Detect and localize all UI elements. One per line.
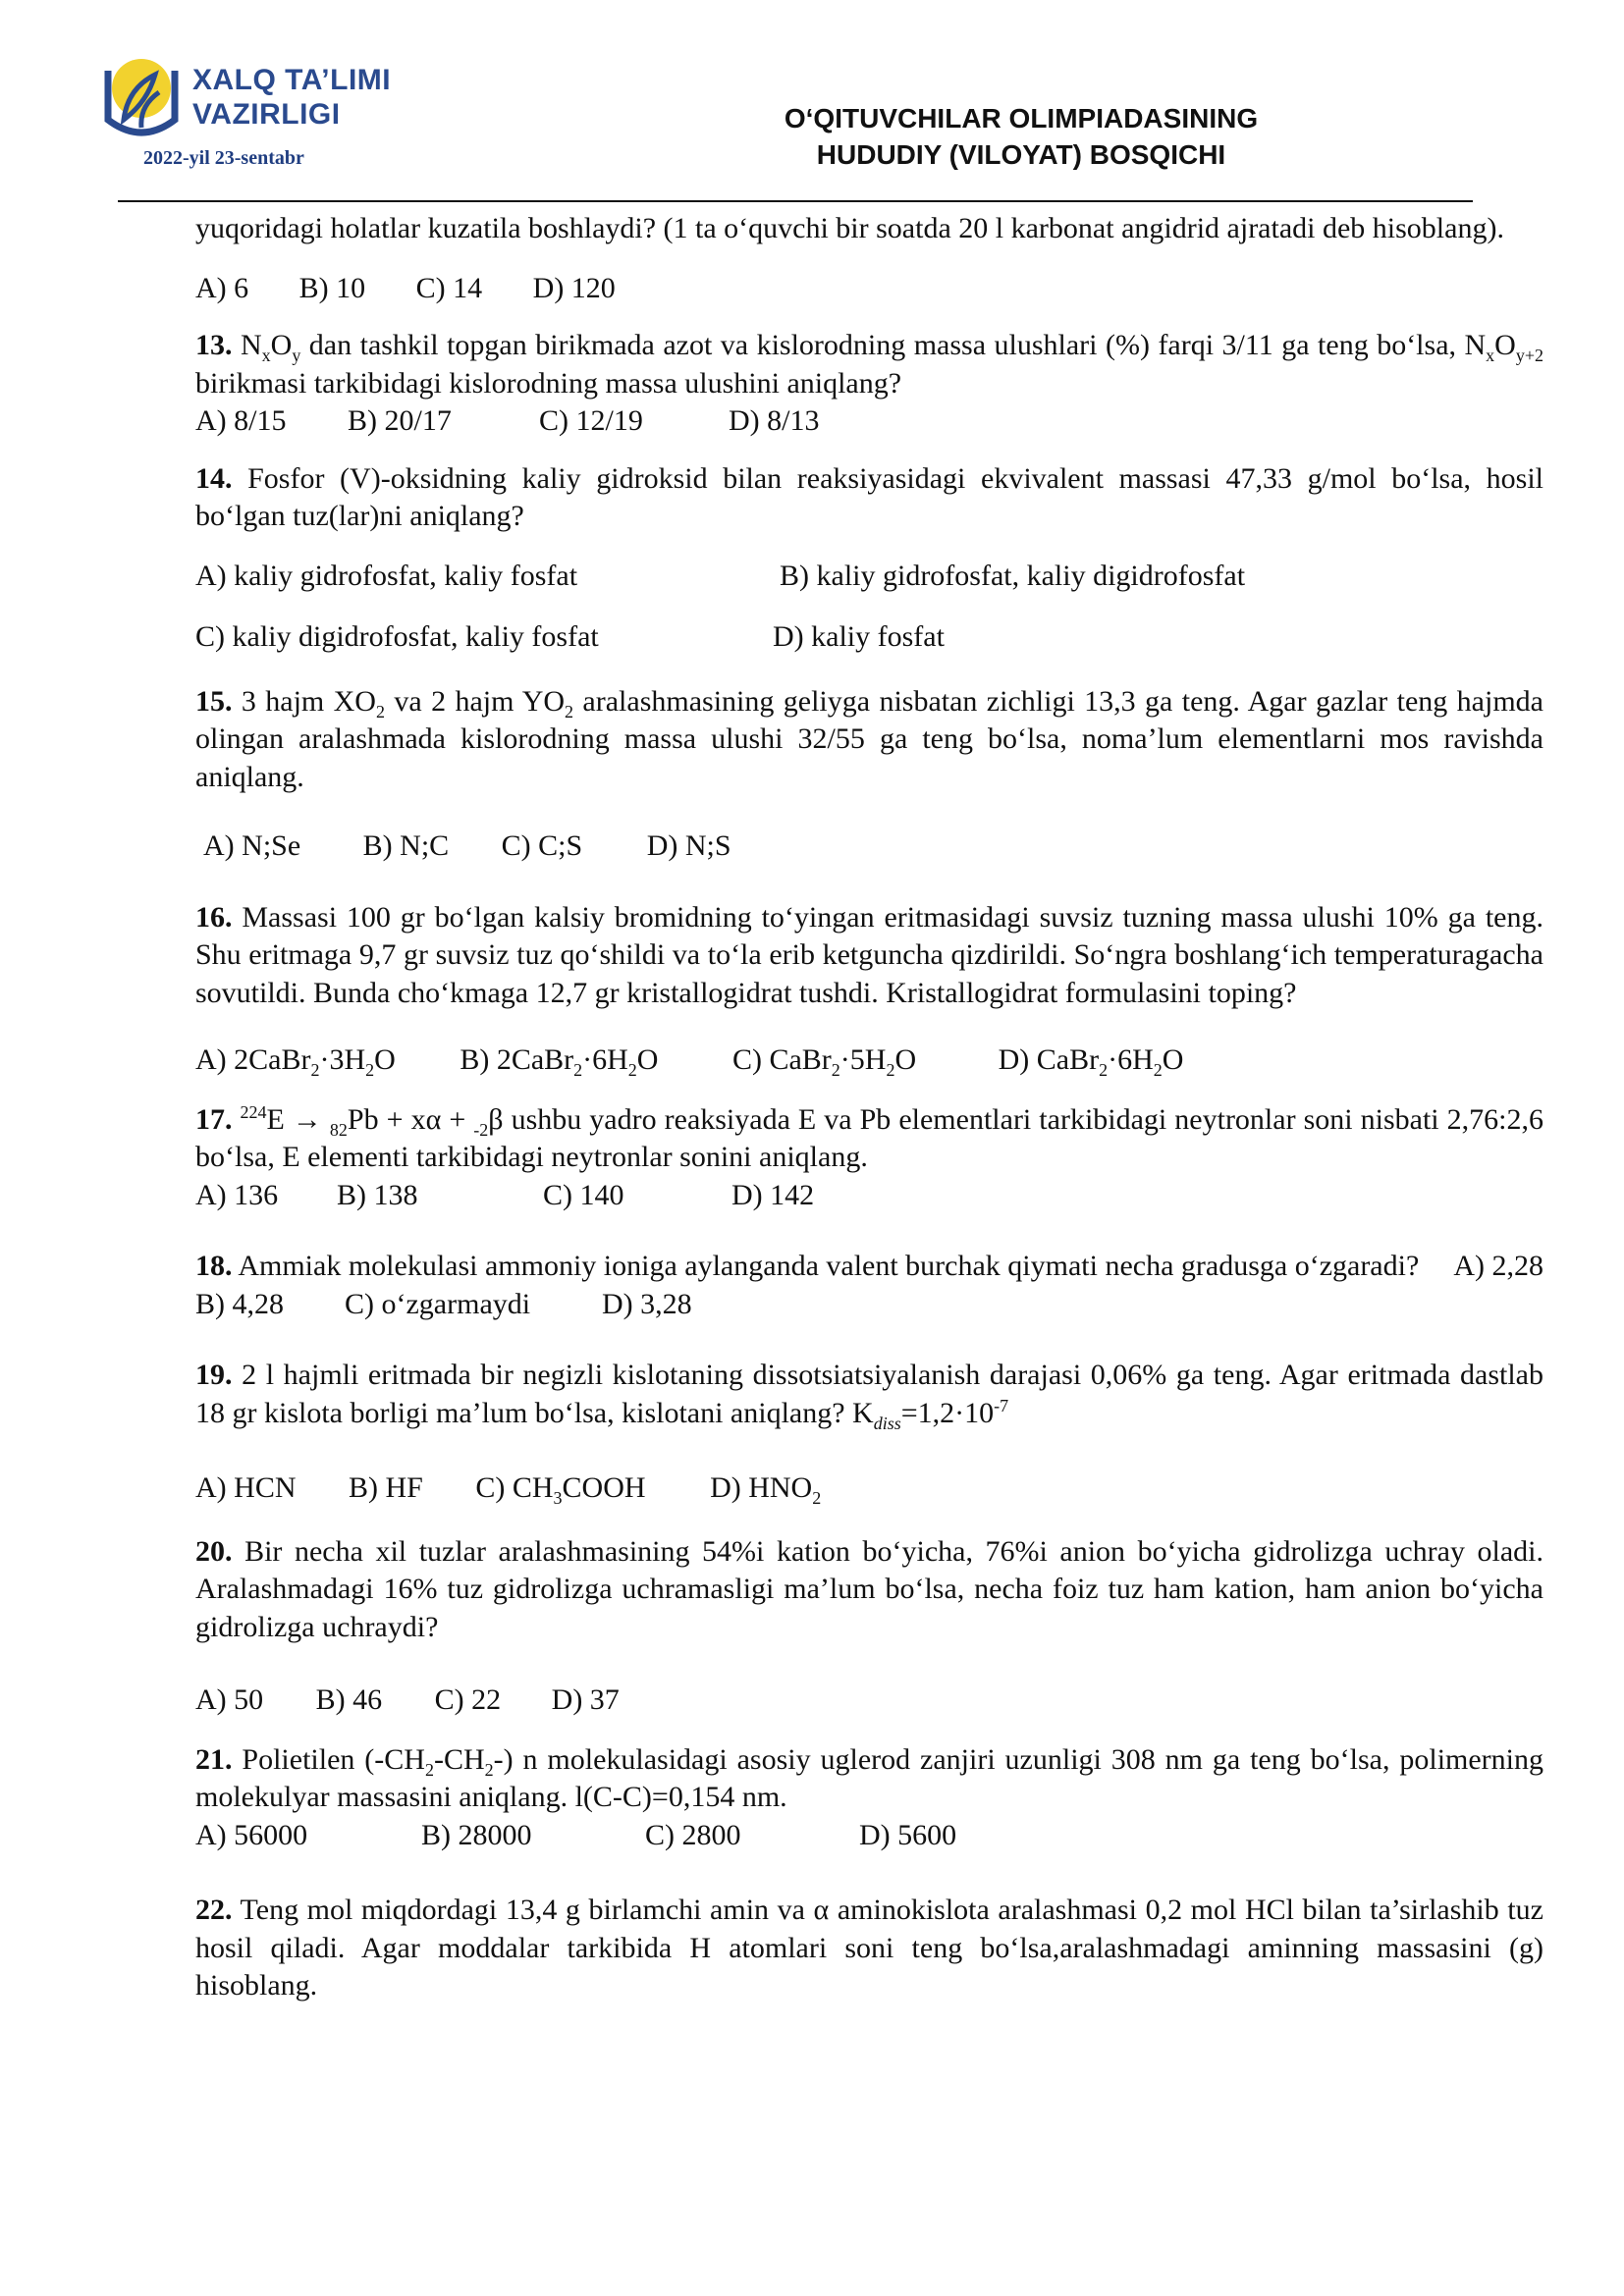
q17-number: 17. (195, 1102, 233, 1136)
q13-option-c: C) 12/19 (539, 404, 643, 437)
q21-sub: 2 (424, 1759, 434, 1780)
q15-option-b: B) N;C (362, 829, 450, 862)
q16-d-part: D) CaBr (998, 1043, 1100, 1076)
q21-option-b: B) 28000 (421, 1818, 532, 1851)
q18-option-a: A) 2,28 (1453, 1250, 1543, 1282)
q18-option-b: B) 4,28 (195, 1287, 284, 1320)
q19-d-sub: 2 (812, 1488, 822, 1508)
q15-part: aralashmasining geliyga nisbatan zichligi 13,3 ga teng. Agar gazlar teng hajmda olingan aralashmada kislorodning massa ulushi 32/55 ga teng bo‘lsa, noma’lum elementlarni mos ravishda aniqlang. (195, 684, 1543, 793)
q17-option-d: D) 142 (731, 1178, 815, 1211)
q14-number: 14. (195, 461, 233, 495)
q19-sup: -7 (994, 1395, 1009, 1415)
q21-option-c: C) 2800 (645, 1818, 741, 1851)
q14-text (195, 460, 1543, 536)
q19-option-c (475, 1469, 645, 1508)
q15-option-a: A) N;Se (203, 829, 301, 862)
q13-part: dan tashkil topgan birikmada azot va kislorodning massa ulushlari (%) farqi 3/11 ga teng bo‘lsa, (300, 329, 1465, 361)
q18-text (195, 1248, 1543, 1286)
q21-option-a: A) 56000 (195, 1818, 308, 1851)
q20-number: 20. (195, 1534, 233, 1568)
q16-b-sub: 2 (627, 1060, 637, 1080)
q19-c-part: COOH (562, 1471, 646, 1504)
q17-part: β ushbu yadro reaksiyada E va Pb elementlari tarkibidagi neytronlar soni nisbati 2,76:2,6 bo‘lsa, E elementi tarkibidagi neytronlar sonini aniqlang. (195, 1102, 1544, 1173)
q16-b-part: O (636, 1043, 659, 1076)
q20-option-a: A) 50 (195, 1683, 264, 1716)
q14-option-c: C) kaliy digidrofosfat, kaliy fosfat (195, 619, 599, 653)
q19-options (195, 1469, 1543, 1508)
q16-c-sub: 2 (831, 1060, 840, 1080)
q18-options (195, 1286, 1543, 1324)
q20-option-d: D) 37 (551, 1683, 620, 1716)
q12-options (195, 270, 1543, 308)
q16-number: 16. (195, 900, 233, 934)
q18-body: Ammiak molekulasi ammoniy ioniga aylanganda valent burchak qiymati necha gradusga o‘zgaradi? (232, 1250, 1420, 1282)
q14-option-b: B) kaliy gidrofosfat, kaliy digidrofosfat (780, 559, 1246, 592)
q21-part: Polietilen (-CH (232, 1742, 425, 1776)
q17-options (195, 1177, 1543, 1215)
q21-text (195, 1741, 1543, 1817)
q13-part: N (1464, 329, 1487, 361)
q15-part: va 2 hajm YO (384, 684, 566, 718)
q12-option-d: D) 120 (532, 271, 616, 304)
q16-a-part: A) 2CaBr (195, 1043, 311, 1076)
q17-sub: -2 (473, 1119, 489, 1140)
q12-text: yuqoridagi holatlar kuzatila boshlaydi? (1 ta o‘quvchi bir soatda 20 l karbonat angidrid ajratadi deb hisoblang). (195, 212, 1504, 244)
q13-option-a: A) 8/15 (195, 404, 287, 437)
q21-part: -) n molekulasidagi asosiy uglerod zanjiri uzunligi 308 nm ga teng bo‘lsa, polimerning molekulyar massasini aniqlang. l(C-C)=0,154 nm. (195, 1742, 1544, 1813)
q15-options (195, 828, 1543, 866)
q20-options (195, 1682, 1543, 1720)
q20-option-b: B) 46 (315, 1683, 383, 1716)
q19-option-b: B) HF (349, 1471, 423, 1504)
q16-a-part: ·3H (319, 1043, 366, 1076)
q13-options (195, 402, 1543, 441)
q19-number: 19. (195, 1359, 233, 1391)
q13-part: birikmasi tarkibidagi kislorodning massa ulushini aniqlang? (195, 366, 902, 400)
q16-a-sub: 2 (310, 1060, 320, 1080)
q14-body: Fosfor (V)-oksidning kaliy gidroksid bilan reaksiyasidagi ekvivalent massasi 47,33 g/mol bo‘lsa, hosil bo‘lgan tuz(lar)ni aniqlang? (195, 461, 1543, 532)
q16-d-sub: 2 (1153, 1060, 1163, 1080)
q16-option-d (999, 1041, 1184, 1080)
q14-option-a: A) kaliy gidrofosfat, kaliy fosfat (195, 559, 578, 592)
q15-text (195, 683, 1543, 797)
q15-part: 3 hajm XO (232, 684, 376, 718)
q13-option-d: D) 8/13 (729, 404, 820, 437)
q19-option-d (710, 1469, 821, 1508)
questions (195, 210, 1543, 2005)
q19-sub: diss (873, 1413, 901, 1433)
q22-number: 22. (195, 1894, 233, 1926)
q13-option-b: B) 20/17 (348, 404, 452, 437)
q16-b-part: B) 2CaBr (460, 1043, 574, 1076)
header-divider (118, 200, 1473, 202)
q16-option-a (195, 1041, 396, 1080)
q18-number: 18. (195, 1250, 233, 1282)
q14-options-row-2 (195, 618, 1543, 656)
q16-d-part: ·6H (1108, 1043, 1154, 1076)
q15-sub: 2 (565, 701, 574, 721)
q16-text (195, 899, 1543, 1013)
q13-number: 13. (195, 329, 233, 361)
q19-d-part: D) HNO (710, 1471, 813, 1504)
q17-sub: 82 (329, 1119, 348, 1140)
logo-text (192, 63, 391, 132)
q19-option-a: A) HCN (195, 1471, 297, 1504)
q19-c-sub: 3 (553, 1488, 563, 1508)
q16-d-part: O (1162, 1043, 1184, 1076)
title-line-2: HUDUDIY (VILOYAT) BOSQICHI (816, 139, 1226, 170)
q16-b-sub: 2 (573, 1060, 583, 1080)
q15-sub: 2 (375, 701, 385, 721)
q16-a-part: O (374, 1043, 396, 1076)
q16-d-sub: 2 (1099, 1060, 1109, 1080)
q17-option-a: A) 136 (195, 1178, 279, 1211)
q17-part: Pb + xα + (347, 1102, 474, 1136)
q17-option-b: B) 138 (337, 1178, 418, 1211)
q14-option-d: D) kaliy fosfat (773, 619, 945, 653)
q19-text (195, 1357, 1543, 1432)
q14-options-row-1 (195, 558, 1543, 595)
q12-option-a: A) 6 (195, 271, 249, 304)
q18-option-c: C) o‘zgarmaydi (345, 1287, 531, 1320)
page-header (0, 0, 1624, 196)
q16-c-part: O (894, 1043, 917, 1076)
q16-c-part: ·5H (839, 1043, 887, 1076)
leaf-emblem-icon (102, 51, 181, 145)
q20-option-c: C) 22 (434, 1683, 502, 1716)
header-date: 2022-yil 23-sentabr (143, 147, 304, 169)
q22-text (195, 1892, 1543, 2005)
q13-sub: x (261, 346, 271, 365)
logo-line-2: VAZIRLIGI (192, 98, 341, 131)
q22-body: Teng mol miqdordagi 13,4 g birlamchi amin va α aminokislota aralashmasi 0,2 mol HCl bilan ta’sirlashib tuz hosil qiladi. Agar moddalar tarkibida H atomlari soni teng bo‘lsa,aralashmadagi aminning massasini (g) hisoblang. (195, 1894, 1543, 2002)
q20-body: Bir necha xil tuzlar aralashmasining 54%i kation bo‘yicha, 76%i anion bo‘yicha gidrolizga uchray oladi. Aralashmadagi 16% tuz gidrolizga uchramasligi ma’lum bo‘lsa, necha foiz tuz ham kation, ham anion bo‘yicha gidrolizga uchraydi? (195, 1534, 1543, 1643)
q13-sub: y+2 (1515, 346, 1543, 365)
q16-option-b (460, 1041, 658, 1080)
page-title (677, 100, 1365, 173)
q21-sub: 2 (484, 1759, 494, 1780)
q13-text (195, 327, 1543, 402)
q17-sup: 224 (240, 1101, 267, 1122)
q12-option-b: B) 10 (298, 271, 366, 304)
q19-c-part: C) CH (475, 1471, 554, 1504)
ministry-logo (102, 51, 406, 145)
q16-b-part: ·6H (582, 1043, 628, 1076)
q13-part: N (240, 329, 262, 361)
q16-body: Massasi 100 gr bo‘lgan kalsiy bromidning to‘yingan eritmasidagi suvsiz tuzning massa ulushi 10% ga teng. Shu eritmaga 9,7 gr suvsiz tuz qo‘shildi va to‘la erib ketguncha qizdirildi. So‘ngra boshlang‘ich temperaturagacha sovutildi. Bunda cho‘kmaga 12,7 gr kristallogidrat tushdi. Kristallogidrat formulasini toping? (195, 900, 1543, 1009)
q16-option-c (732, 1041, 916, 1080)
q21-options (195, 1817, 1543, 1855)
q21-number: 21. (195, 1742, 233, 1776)
q15-option-c: C) C;S (501, 829, 583, 862)
q19-body: 2 l hajmli eritmada bir negizli kislotaning dissotsiatsiyalanish darajasi 0,06% ga teng. Agar eritmada dastlab 18 gr kislota borligi ma’lum bo‘lsa, kislotani aniqlang? K (195, 1359, 1543, 1429)
q21-part: -CH (433, 1742, 485, 1776)
q17-option-c: C) 140 (543, 1178, 624, 1211)
q18-option-d: D) 3,28 (602, 1287, 692, 1320)
q15-number: 15. (195, 684, 233, 718)
q13-part: O (1494, 329, 1516, 361)
q17-part: E → (266, 1102, 330, 1136)
q13-sub: x (1486, 346, 1495, 365)
q21-option-d: D) 5600 (859, 1818, 957, 1851)
q13-sub: y (292, 346, 301, 365)
q16-options (195, 1041, 1543, 1080)
q16-c-sub: 2 (886, 1060, 895, 1080)
q19-part: =1,2·10 (900, 1396, 995, 1429)
q17-text (195, 1101, 1543, 1177)
q16-a-sub: 2 (365, 1060, 375, 1080)
title-line-1: O‘QITUVCHILAR OLIMPIADASINING (784, 103, 1259, 133)
q13-part: O (270, 329, 293, 361)
logo-line-1: XALQ TA’LIMI (192, 64, 392, 96)
q15-option-d: D) N;S (646, 829, 731, 862)
q20-text (195, 1533, 1543, 1647)
q16-c-part: C) CaBr (731, 1043, 832, 1076)
q12-option-c: C) 14 (415, 271, 483, 304)
